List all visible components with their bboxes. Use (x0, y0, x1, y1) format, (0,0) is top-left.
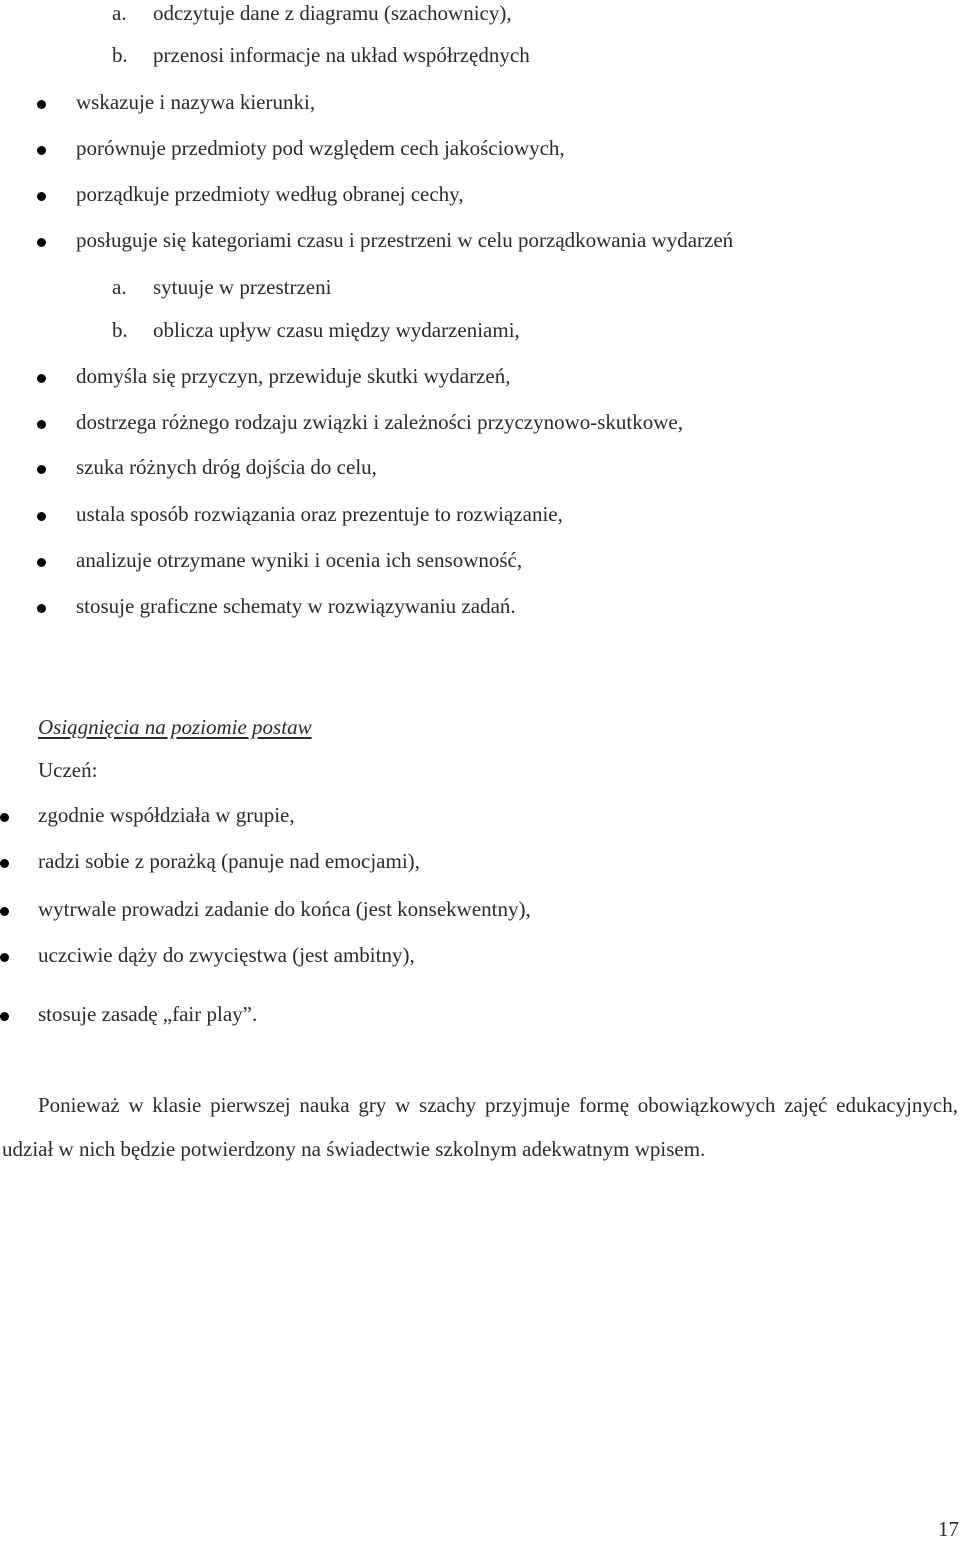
list-item: uczciwie dąży do zwycięstwa (jest ambitny), (38, 943, 415, 967)
sub-item-text: oblicza upływ czasu między wydarzeniami, (153, 318, 520, 342)
list-item: ustala sposób rozwiązania oraz prezentuje to rozwiązanie, (76, 502, 563, 526)
bullet-dot (37, 420, 46, 429)
bullet-dot (37, 374, 46, 383)
bullet-dot (37, 465, 46, 474)
bullet-dot (0, 1012, 9, 1021)
sub-item-text: odczytuje dane z diagramu (szachownicy), (153, 1, 512, 25)
list-item: posługuje się kategoriami czasu i przestrzeni w celu porządkowania wydarzeń (76, 228, 734, 252)
list-item: szuka różnych dróg dojścia do celu, (76, 455, 377, 479)
sub-item-marker: a. (112, 275, 127, 299)
bullet-dot (37, 238, 46, 247)
bullet-dot (37, 192, 46, 201)
list-item: zgodnie współdziała w grupie, (38, 803, 295, 827)
section-intro: Uczeń: (38, 758, 98, 782)
list-item: dostrzega różnego rodzaju związki i zależności przyczynowo-skutkowe, (76, 410, 684, 434)
sub-item-marker: b. (112, 318, 128, 342)
bullet-dot (0, 907, 9, 916)
sub-item-marker: a. (112, 1, 127, 25)
bullet-dot (37, 100, 46, 109)
bullet-dot (0, 953, 9, 962)
sub-item-text: sytuuje w przestrzeni (153, 275, 332, 299)
list-item: porządkuje przedmioty według obranej cechy, (76, 182, 464, 206)
list-item: wytrwale prowadzi zadanie do końca (jest konsekwentny), (38, 897, 531, 921)
bullet-dot (37, 146, 46, 155)
bullet-dot (0, 859, 9, 868)
closing-paragraph: Ponieważ w klasie pierwszej nauka gry w szachy przyjmuje formę obowiązkowych zajęć edukacyjnych, udział w nich będzie potwierdzony na świadectwie szkolnym adekwatnym wpisem. (2, 1093, 958, 1161)
list-item: stosuje zasadę „fair play”. (38, 1002, 258, 1026)
list-item: stosuje graficzne schematy w rozwiązywaniu zadań. (76, 594, 516, 618)
bullet-dot (37, 558, 46, 567)
sub-item-text: przenosi informacje na układ współrzędnych (153, 43, 530, 67)
list-item: radzi sobie z porażką (panuje nad emocjami), (38, 849, 420, 873)
list-item: porównuje przedmioty pod względem cech jakościowych, (76, 136, 565, 160)
bullet-dot (0, 813, 9, 822)
list-item: domyśla się przyczyn, przewiduje skutki wydarzeń, (76, 364, 511, 388)
list-item: wskazuje i nazywa kierunki, (76, 90, 316, 114)
bullet-dot (37, 604, 46, 613)
list-item: analizuje otrzymane wyniki i ocenia ich sensowność, (76, 548, 523, 572)
section-heading: Osiągnięcia na poziomie postaw (38, 715, 312, 739)
bullet-dot (37, 512, 46, 521)
page-number: 17 (938, 1517, 959, 1541)
sub-item-marker: b. (112, 43, 128, 67)
